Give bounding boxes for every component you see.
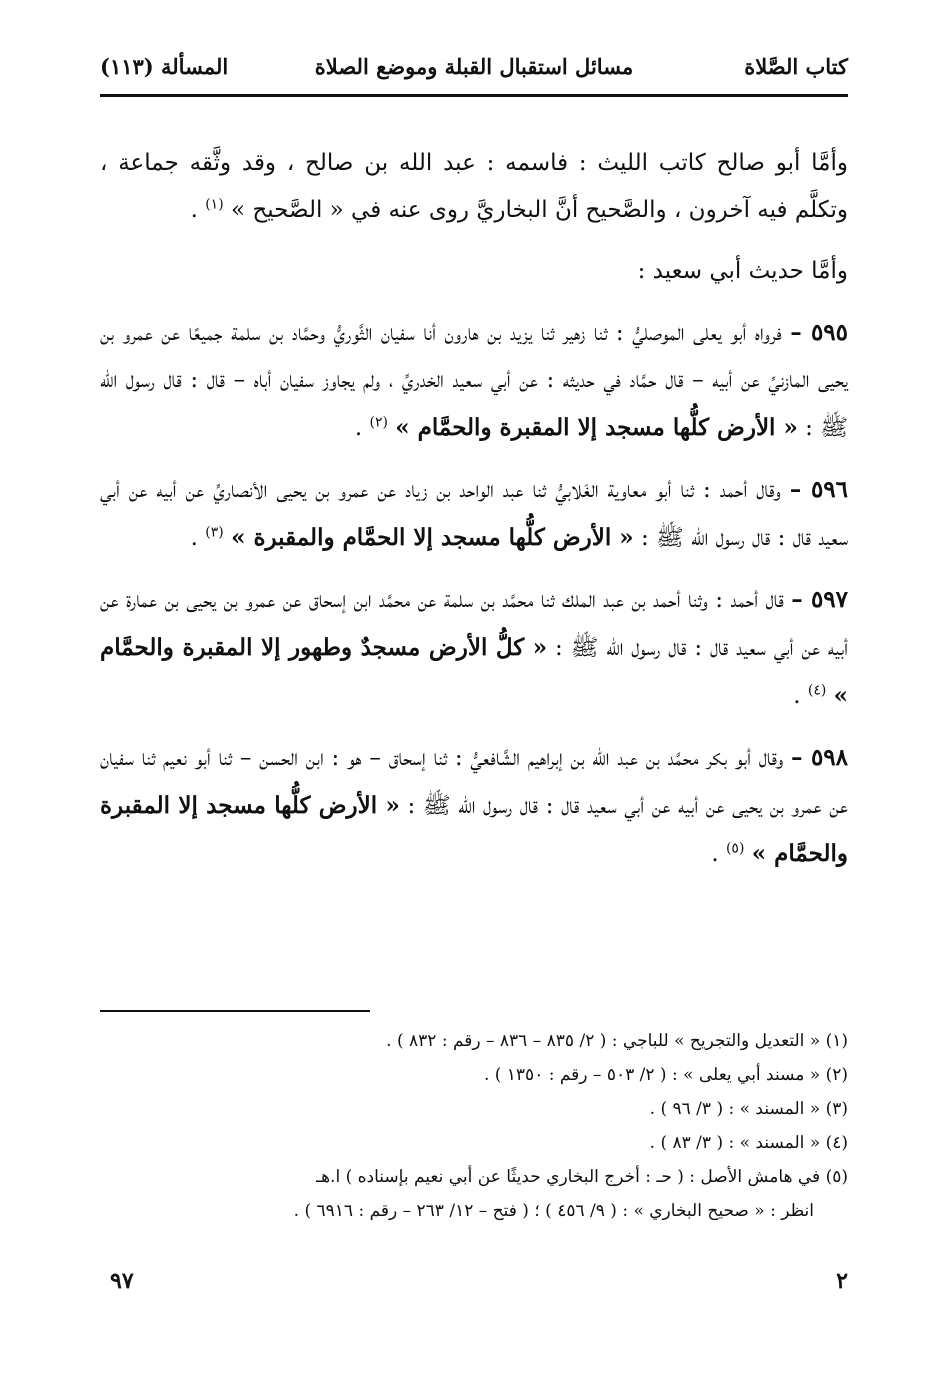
footnote-ref: (٢)	[369, 414, 388, 431]
hadith-number: ٥٩٥ –	[790, 319, 848, 346]
book-page	[100, 0, 848, 1391]
footnote-1: (١) « التعديل والتجريح » للباجي : ( ٢/ ٨٣٥ – ٨٣٦ – رقم : ٨٣٢ ) .	[386, 1031, 848, 1051]
footnote-3: (٣) « المسند » : ( ٣/ ٩٦ ) .	[649, 1099, 848, 1119]
hadith-598: ٥٩٨ – وقال أبو بكر محمَّد بن عبد الله بن إبراهيم الشَّافعيُّ : ثنا إسحاق – هو : ابن الحسن – ثنا أبو نعيم ثنا سفيان عن عمرو بن يحيى عن أبيه عن أبي سعيد قال : قال رسول الله ﷺ : « الأرض كلُّها مسجد إلا المقبرة والحمَّام » $^{(٥)}$ .	[100, 744, 849, 867]
hadith-596: ٥٩٦ – وقال أحمد : ثنا أبو معاوية الغَلابيُّ ثنا عبد الواحد بن زياد عن عمرو بن يحيى الأنصاريِّ عن أبيه عن أبي سعيد قال : قال رسول الله ﷺ : « الأرض كلُّها مسجد إلا الحمَّام والمقبرة » $^{(٣)}$ .	[100, 476, 848, 551]
hadith-number: ٥٩٨ –	[791, 744, 849, 771]
hadith-number: ٥٩٦ –	[789, 476, 848, 503]
footnote-5-continued: انظر : « صحيح البخاري » : ( ٩/ ٤٥٦ ) ؛ ( فتح – ١٢/ ٢٦٣ – رقم : ٦٩١٦ ) .	[293, 1201, 814, 1221]
footnote-ref: (١)	[205, 196, 224, 213]
page-footer	[100, 1268, 848, 1298]
volume-number: ٢	[836, 1268, 848, 1294]
book-title: كتاب الصَّلاة	[744, 54, 848, 79]
paragraph-abu-salih: وأمَّا أبو صالح كاتب الليث : فاسمه : عبد الله بن صالح ، وقد وثَّقه جماعة ، وتكلَّم فيه آخرون ، والصَّحيح أنَّ البخاريَّ روى عنه في « الصَّحيح » $^{(١)}$ .	[100, 150, 848, 223]
footnote-ref: (٣)	[205, 524, 224, 541]
header-rule	[100, 94, 848, 97]
hadith-number: ٥٩٧ –	[791, 586, 848, 613]
issue-label: المسألة (١١٣)	[100, 54, 229, 79]
running-header	[100, 50, 848, 90]
main-text	[100, 140, 848, 892]
footnote-4: (٤) « المسند » : ( ٣/ ٨٣ ) .	[649, 1133, 848, 1153]
chapter-title: مسائل استقبال القبلة وموضع الصلاة	[314, 54, 634, 79]
footnotes	[100, 1024, 848, 1228]
footnote-2: (٢) « مسند أبي يعلى » : ( ٢/ ٥٠٣ – رقم : ١٣٥٠ ) .	[483, 1065, 848, 1085]
hadith-quote: « الأرض كلُّها مسجد إلا المقبرة والحمَّام »	[395, 414, 798, 441]
hadith-quote: « كلُّ الأرض مسجدٌ وطهور إلا المقبرة والحمَّام »	[100, 634, 848, 709]
hadith-quote: « الأرض كلُّها مسجد إلا الحمَّام والمقبرة »	[231, 524, 634, 551]
footnote-5: (٥) في هامش الأصل : ( حـ : أخرج البخاري حديثًا عن أبي نعيم بإسناده ) ا.هـ	[316, 1167, 848, 1187]
footnote-ref: (٥)	[725, 840, 745, 857]
hadith-quote: « الأرض كلُّها مسجد إلا المقبرة والحمَّام »	[100, 792, 848, 867]
hadith-597: ٥٩٧ – قال أحمد : وثنا أحمد بن عبد الملك ثنا محمَّد بن سلمة عن محمَّد ابن إسحاق عن عمرو بن يحيى بن عمارة عن أبيه عن أبي سعيد قال : قال رسول الله ﷺ : « كلُّ الأرض مسجدٌ وطهور إلا المقبرة والحمَّام » $^{(٤)}$ .	[100, 586, 849, 709]
footnote-separator	[100, 1010, 370, 1012]
page-number: ٩٧	[110, 1268, 134, 1294]
paragraph-abu-said: وأمَّا حديث أبي سعيد :	[637, 258, 848, 284]
footnote-ref: (٤)	[807, 682, 827, 699]
hadith-595: ٥٩٥ – فرواه أبو يعلى الموصليُّ : ثنا زهير ثنا يزيد بن هارون أنا سفيان الثَّوريُّ وحمَّاد بن سلمة جميعًا عن عمرو بن يحيى المازنيِّ عن أبيه – قال حمَّاد في حديثه : عن أبي سعيد الخدريِّ ، ولم يجاوز سفيان أباه – قال : قال رسول الله ﷺ : « الأرض كلُّها مسجد إلا المقبرة والحمَّام » $^{(٢)}$ .	[100, 319, 848, 441]
